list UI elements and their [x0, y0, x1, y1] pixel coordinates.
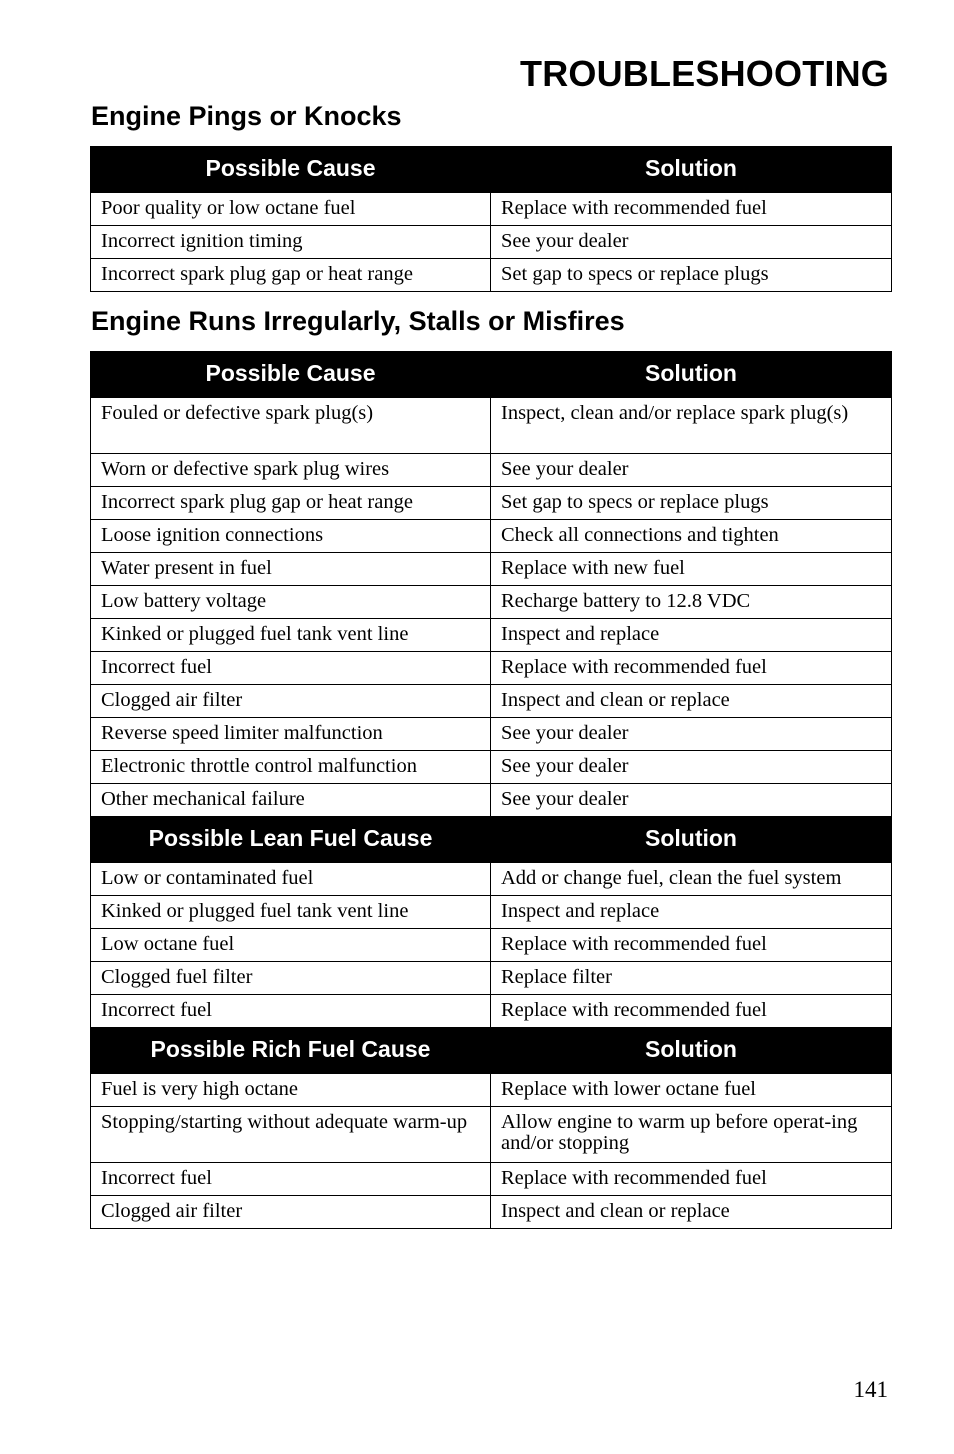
- header-cause: Possible Lean Fuel Cause: [91, 817, 491, 863]
- cause-cell: Poor quality or low octane fuel: [91, 193, 491, 226]
- table-row: [91, 652, 892, 685]
- table-row: [91, 553, 892, 586]
- table-row: [91, 685, 892, 718]
- solution-cell: Inspect and clean or replace: [491, 685, 892, 718]
- cause-cell: Incorrect spark plug gap or heat range: [91, 487, 491, 520]
- solution-cell: Inspect and clean or replace: [491, 1196, 892, 1229]
- table-header-row-lean: [91, 817, 892, 863]
- header-solution: Solution: [491, 352, 892, 398]
- table-row: [91, 751, 892, 784]
- solution-cell: Replace with recommended fuel: [491, 652, 892, 685]
- table-row: [91, 1107, 892, 1163]
- solution-cell: See your dealer: [491, 454, 892, 487]
- solution-cell: See your dealer: [491, 718, 892, 751]
- cause-cell: Low battery voltage: [91, 586, 491, 619]
- solution-cell: Check all connections and tighten: [491, 520, 892, 553]
- table-row: [91, 398, 892, 454]
- cause-cell: Water present in fuel: [91, 553, 491, 586]
- table-row: [91, 1163, 892, 1196]
- header-cause: Possible Cause: [91, 147, 491, 193]
- solution-cell: Replace filter: [491, 962, 892, 995]
- table-row: [91, 193, 892, 226]
- section-heading-irregular: Engine Runs Irregularly, Stalls or Misfires: [91, 306, 625, 336]
- cause-cell: Kinked or plugged fuel tank vent line: [91, 619, 491, 652]
- pings-troubleshooting-table: [90, 146, 892, 292]
- solution-cell: Inspect and replace: [491, 896, 892, 929]
- header-cause: Possible Rich Fuel Cause: [91, 1028, 491, 1074]
- table-row: [91, 718, 892, 751]
- header-solution: Solution: [491, 1028, 892, 1074]
- cause-cell: Clogged air filter: [91, 1196, 491, 1229]
- page-number: 141: [853, 1377, 888, 1402]
- cause-cell: Incorrect fuel: [91, 652, 491, 685]
- section-heading-pings: Engine Pings or Knocks: [91, 101, 402, 131]
- solution-cell: See your dealer: [491, 226, 892, 259]
- solution-cell: Replace with lower octane fuel: [491, 1074, 892, 1107]
- table-row: [91, 619, 892, 652]
- solution-cell: Recharge battery to 12.8 VDC: [491, 586, 892, 619]
- cause-cell: Clogged fuel filter: [91, 962, 491, 995]
- table-row: [91, 586, 892, 619]
- table-row: [91, 1196, 892, 1229]
- cause-cell: Loose ignition connections: [91, 520, 491, 553]
- cause-cell: Reverse speed limiter malfunction: [91, 718, 491, 751]
- cause-cell: Incorrect spark plug gap or heat range: [91, 259, 491, 292]
- table-row: [91, 896, 892, 929]
- solution-cell: Set gap to specs or replace plugs: [491, 487, 892, 520]
- cause-cell: Low octane fuel: [91, 929, 491, 962]
- cause-cell: Electronic throttle control malfunction: [91, 751, 491, 784]
- table-row: [91, 929, 892, 962]
- cause-cell: Fouled or defective spark plug(s): [91, 398, 491, 454]
- cause-cell: Kinked or plugged fuel tank vent line: [91, 896, 491, 929]
- solution-cell: Replace with recommended fuel: [491, 1163, 892, 1196]
- solution-cell: Set gap to specs or replace plugs: [491, 259, 892, 292]
- solution-cell: Inspect and replace: [491, 619, 892, 652]
- table-row: [91, 226, 892, 259]
- cause-cell: Other mechanical failure: [91, 784, 491, 817]
- table-row: [91, 784, 892, 817]
- solution-cell: Replace with recommended fuel: [491, 193, 892, 226]
- table-row: [91, 863, 892, 896]
- table-row: [91, 454, 892, 487]
- header-solution: Solution: [491, 147, 892, 193]
- cause-cell: Fuel is very high octane: [91, 1074, 491, 1107]
- table-row: [91, 995, 892, 1028]
- table-row: [91, 520, 892, 553]
- table-header-row: [91, 147, 892, 193]
- table-row: [91, 487, 892, 520]
- header-cause: Possible Cause: [91, 352, 491, 398]
- cause-cell: Low or contaminated fuel: [91, 863, 491, 896]
- cause-cell: Clogged air filter: [91, 685, 491, 718]
- solution-cell: Replace with new fuel: [491, 553, 892, 586]
- cause-cell: Worn or defective spark plug wires: [91, 454, 491, 487]
- solution-cell: See your dealer: [491, 751, 892, 784]
- cause-cell: Incorrect fuel: [91, 995, 491, 1028]
- table-row: [91, 1074, 892, 1107]
- table-header-row-rich: [91, 1028, 892, 1074]
- table-row: [91, 962, 892, 995]
- cause-cell: Incorrect fuel: [91, 1163, 491, 1196]
- solution-cell: Replace with recommended fuel: [491, 995, 892, 1028]
- page-title: TROUBLESHOOTING: [520, 53, 889, 94]
- solution-cell: Allow engine to warm up before operat-ing and/or stopping: [491, 1107, 892, 1163]
- solution-cell: Replace with recommended fuel: [491, 929, 892, 962]
- cause-cell: Incorrect ignition timing: [91, 226, 491, 259]
- solution-cell: Inspect, clean and/or replace spark plug(s): [491, 398, 892, 454]
- table-row: [91, 259, 892, 292]
- table-header-row: [91, 352, 892, 398]
- header-solution: Solution: [491, 817, 892, 863]
- irregular-troubleshooting-table: [90, 351, 892, 1229]
- cause-cell: Stopping/starting without adequate warm-up: [91, 1107, 491, 1163]
- solution-cell: Add or change fuel, clean the fuel system: [491, 863, 892, 896]
- solution-cell: See your dealer: [491, 784, 892, 817]
